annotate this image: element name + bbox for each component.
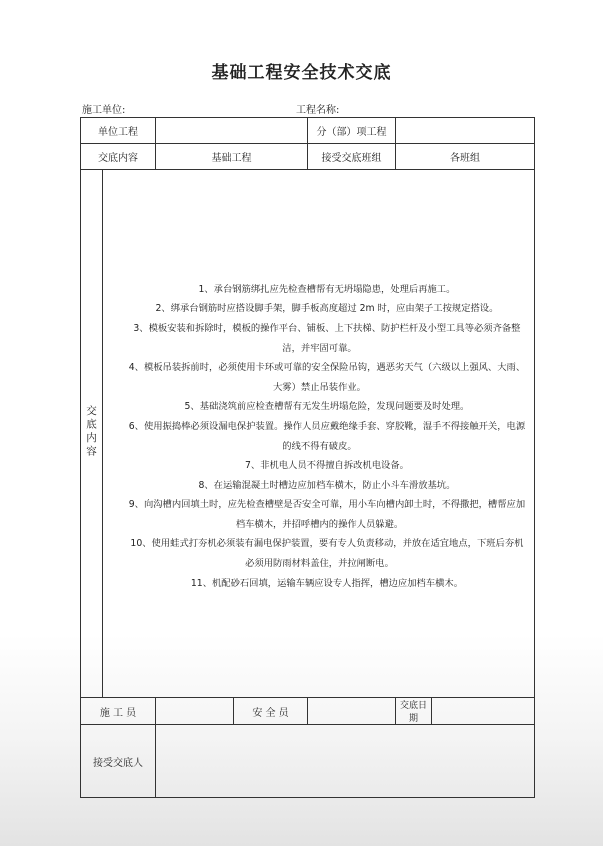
content-item: 1、承台钢筋绑扎应先检查槽帮有无坍塌隐患，处理后再施工。	[198, 283, 456, 295]
signature-row	[81, 698, 535, 725]
content-cell	[103, 170, 535, 698]
worker-label: 施 工 员	[81, 698, 156, 725]
header-row-2	[81, 144, 535, 170]
content-item: 2、绑承台钢筋时应搭设脚手架，脚手板高度超过 2m 时，应由架子工按规定搭设。	[155, 303, 499, 315]
content-label: 交底内容	[81, 144, 156, 170]
unit-project-label: 单位工程	[81, 118, 156, 144]
content-value: 基础工程	[156, 144, 308, 170]
safety-label: 安 全 员	[234, 698, 308, 725]
date-label: 交底日期	[396, 698, 432, 725]
safety-value[interactable]	[308, 698, 396, 725]
receiver-value[interactable]	[156, 725, 535, 798]
content-item: 6、使用振捣棒必须设漏电保护装置。操作人员应戴绝缘手套、穿胶靴，湿手不得接触开关，电源的线不得有破皮。	[128, 420, 526, 452]
construction-unit-label: 施工单位:	[82, 105, 126, 116]
document-title: 基础工程安全技术交底	[211, 63, 392, 83]
header-row-1	[81, 118, 535, 144]
sub-project-label: 分（部）项工程	[308, 118, 396, 144]
receiving-team-label: 接受交底班组	[308, 144, 396, 170]
section-label-cell	[81, 170, 103, 698]
worker-value[interactable]	[156, 698, 234, 725]
content-item: 4、模板吊装拆前时，必须使用卡环或可靠的安全保险吊钩，遇恶劣天气（六级以上强风、大雨、大雾）禁止吊装作业。	[128, 362, 526, 393]
content-item: 9、向沟槽内回填土时，应先检查槽壁是否安全可靠，用小车向槽内卸土时，不得撒把，槽帮应加档车横木，并招呼槽内的操作人员躲避。	[128, 499, 526, 530]
content-item: 7、非机电人员不得擅自拆改机电设备。	[244, 460, 409, 472]
receiver-label: 接受交底人	[81, 725, 156, 798]
project-name-label: 工程名称:	[296, 105, 340, 116]
disclosure-table	[80, 117, 535, 798]
receiver-row	[81, 725, 535, 798]
content-row	[81, 170, 535, 698]
content-item: 10、使用蛙式打夯机必须装有漏电保护装置，要有专人负责移动，并放在适宜地点，下班后夯机必须用防雨材料盖住，并拉闸断电。	[130, 538, 524, 570]
content-item: 5、基础浇筑前应检查槽帮有无发生坍塌危险，发现问题要及时处理。	[184, 401, 470, 413]
sub-project-value[interactable]	[396, 118, 535, 144]
content-item: 3、模板安装和拆除时，模板的操作平台、铺板、上下扶梯、防护栏杆及小型工具等必须齐备整洁，并牢固可靠。	[133, 322, 521, 354]
content-item: 11、机配砂石回填，运输车辆应设专人指挥，槽边应加档车横木。	[190, 577, 464, 589]
content-item: 8、在运输混凝土时槽边应加档车横木，防止小斗车滑放基坑。	[198, 479, 456, 491]
section-label: 交底内容	[85, 405, 97, 459]
receiving-team-value: 各班组	[396, 144, 535, 170]
date-value[interactable]	[432, 698, 535, 725]
unit-project-value[interactable]	[156, 118, 308, 144]
